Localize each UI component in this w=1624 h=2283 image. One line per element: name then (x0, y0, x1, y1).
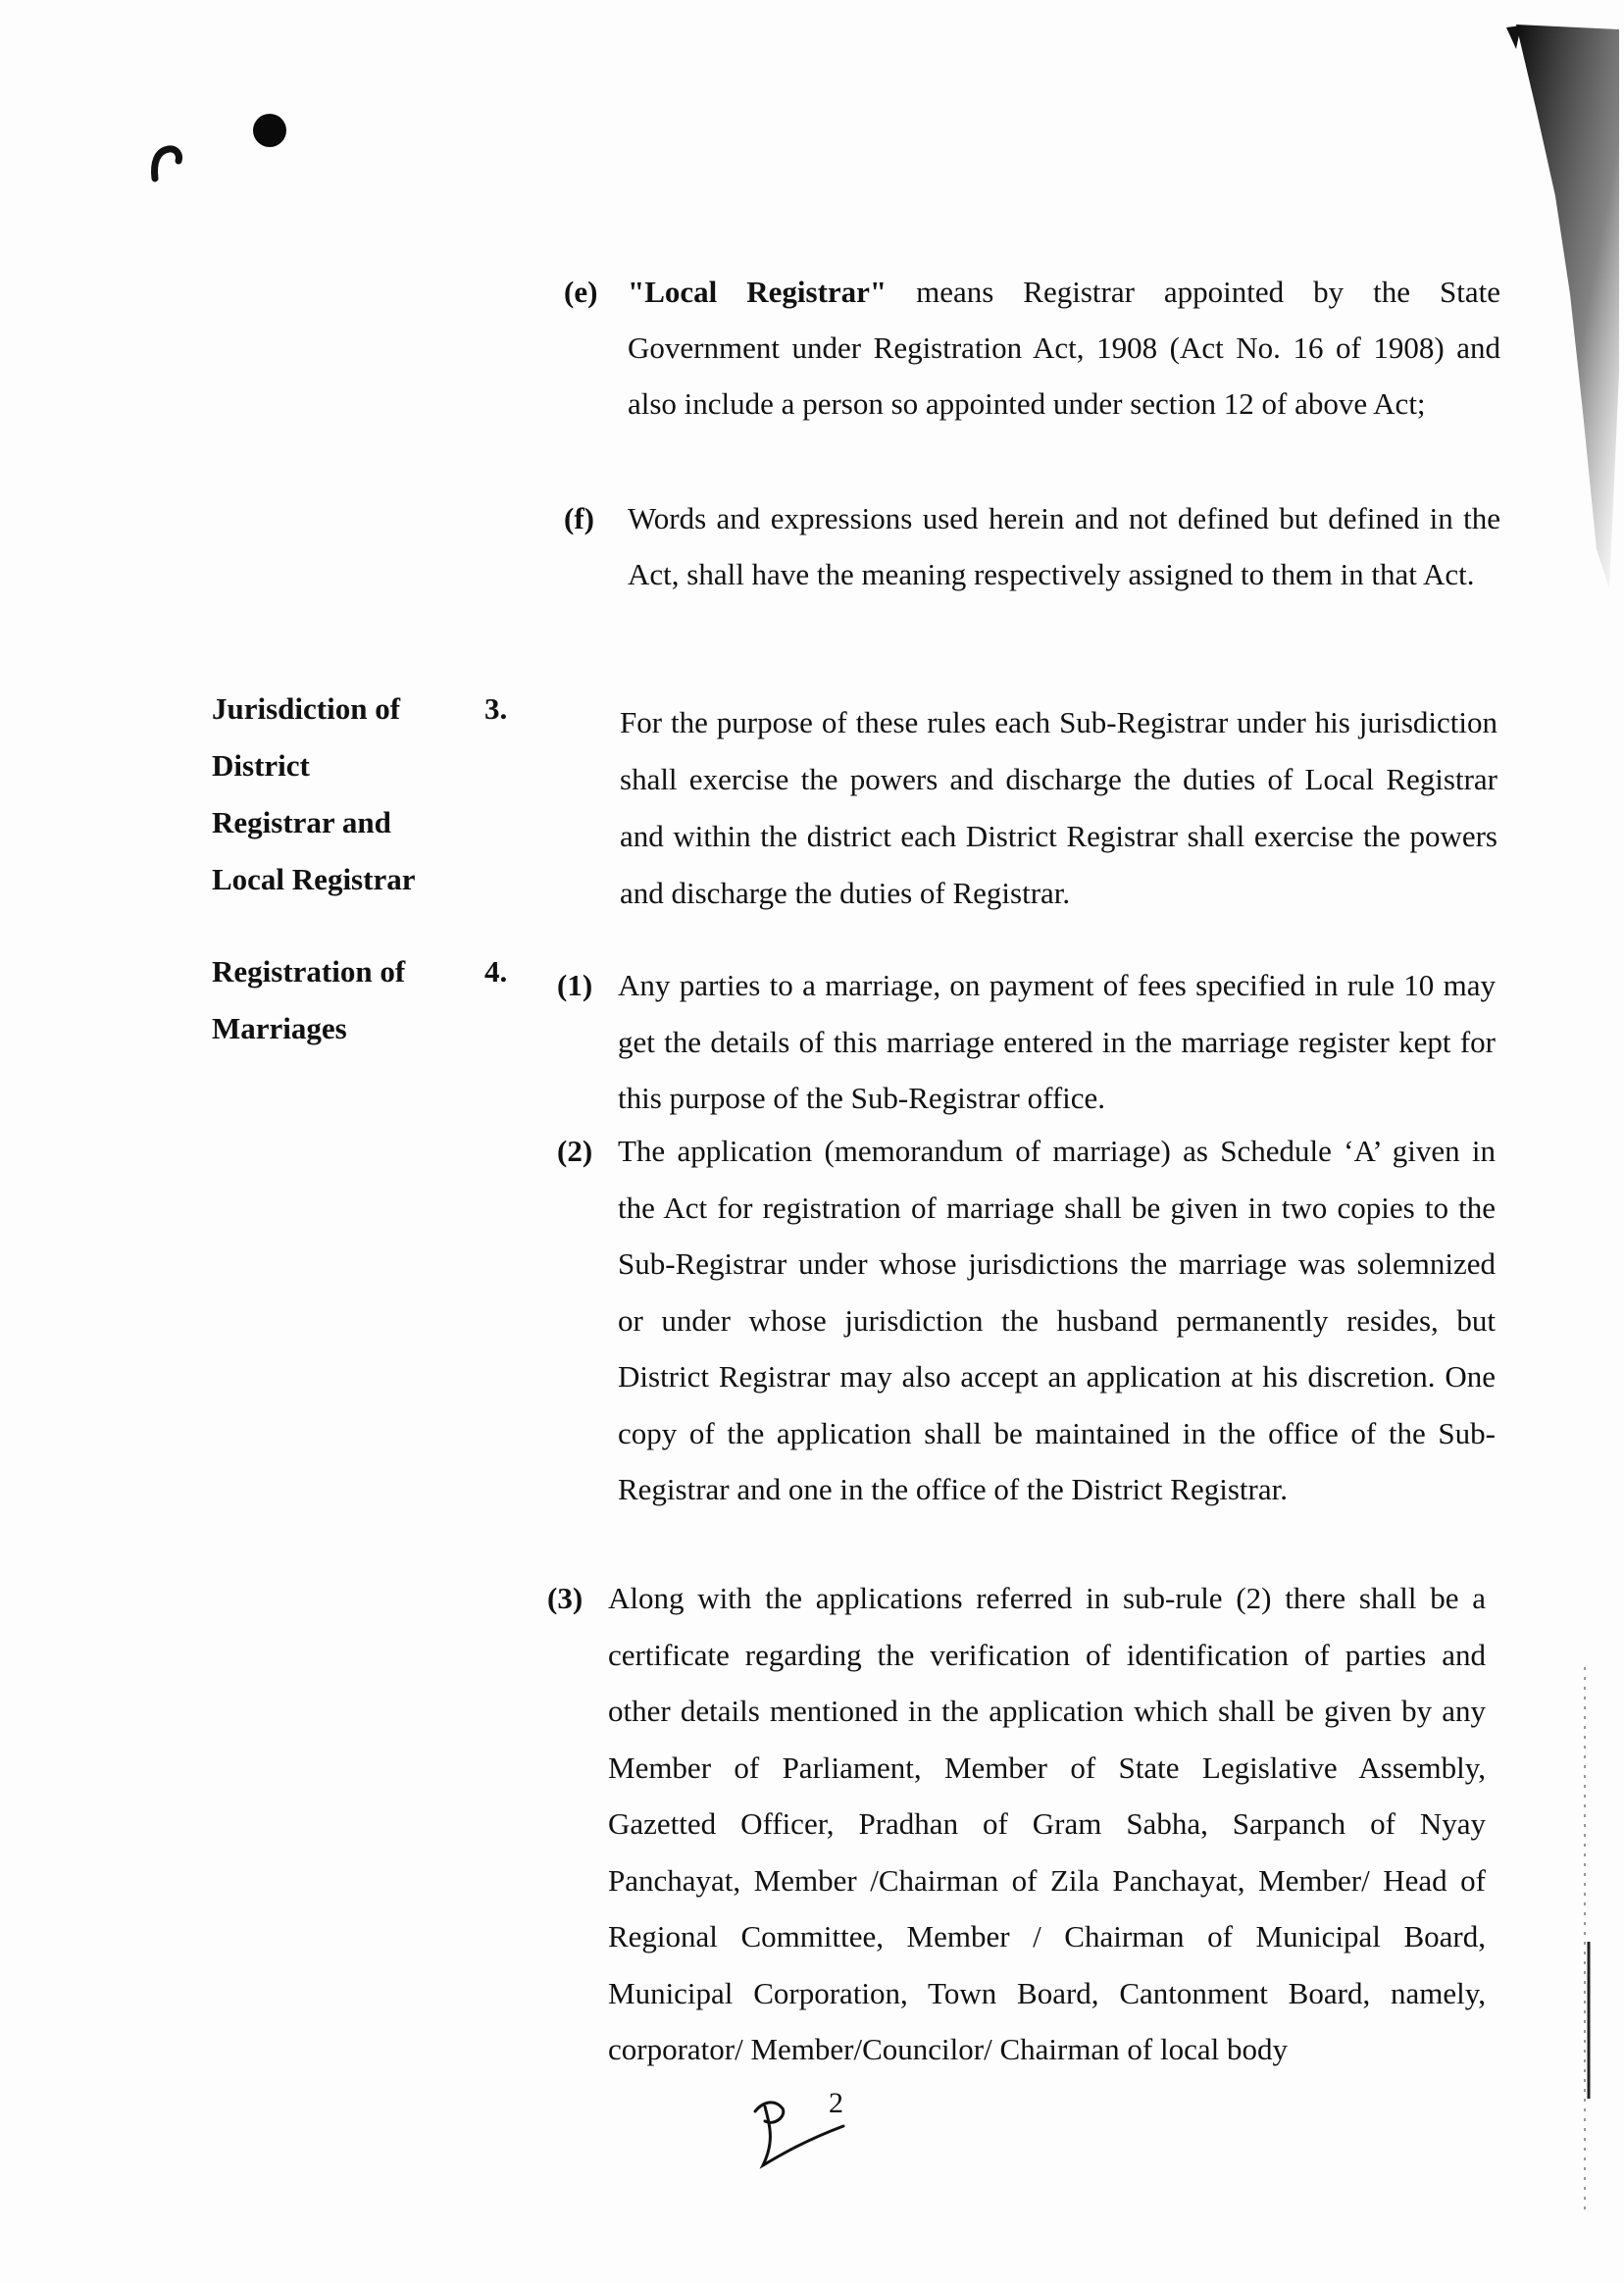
scan-ink-dot (253, 114, 286, 147)
page-number: 2 (829, 2087, 843, 2119)
rule-3-text: For the purpose of these rules each Sub-Registrar under his jurisdiction shall exercise the powers and discharge the duties of Local Registrar and within the district each District Registrar shall exercise the powers and discharge the duties of Registrar. (620, 705, 1497, 910)
subrule-text: Along with the applications referred in sub-rule (2) there shall be a certificate regarding the verification of identification of parties and other details mentioned in the application which shall be given by any Member of Parliament, Member of State Legislative Assembly, Gazetted Officer, Pradhan of Gram Sabha, Sarpanch of Nyay Panchayat, Member /Chairman of Zila Panchayat, Member/ Head of Regional Committee, Member / Chairman of Municipal Board, Municipal Corporation, Town Board, Cantonment Board, namely, corporator/ Member/Councilor/ Chairman of local body (608, 1581, 1486, 2066)
scan-edge-specks (1575, 1667, 1595, 2216)
rule-number: 3. (484, 691, 508, 726)
definition-term: "Local Registrar" (628, 275, 888, 309)
side-heading-line: Registration of (212, 954, 406, 989)
definition-text (628, 490, 1500, 602)
subrule-text: Any parties to a marriage, on payment of fees specified in rule 10 may get the details of this marriage entered in the marriage register kept for this purpose of the Sub-Registrar office. (618, 968, 1496, 1115)
subrule-text: The application (memorandum of marriage) as Schedule ‘A’ given in the Act for registration of marriage shall be given in two copies to the Sub-Registrar under whose jurisdictions the marriage was solemnized or under whose jurisdiction the husband permanently resides, but District Registrar may also accept an application at his discretion. One copy of the application shall be maintained in the office of the Sub-Registrar and one in the office of the District Registrar. (618, 1134, 1496, 1506)
definition-body: means Registrar appointed by the State Government under Registration Act, 1908 (Act No. 16 of 1908) and also include a person so appointed under section 12 of above Act; (628, 275, 1500, 421)
side-heading-line: District (212, 748, 310, 783)
subrule-label: (2) (557, 1134, 593, 1168)
side-heading-line: Local Registrar (212, 862, 416, 896)
definition-label: (e) (564, 275, 598, 309)
side-heading-line: Jurisdiction of (212, 691, 401, 726)
side-heading-line: Registrar and (212, 805, 391, 839)
side-heading-jurisdiction (212, 681, 457, 908)
definition-body: Words and expressions used herein and not defined but defined in the Act, shall have the meaning respectively assigned to them in that Act. (628, 501, 1500, 591)
subrule-label: (3) (547, 1581, 584, 1615)
rule-number: 4. (484, 954, 508, 989)
handwritten-signature (736, 2087, 873, 2175)
definition-label: (f) (564, 501, 594, 535)
side-heading-registration (212, 943, 457, 1057)
side-heading-line: Marriages (212, 1011, 347, 1045)
definition-text (628, 264, 1500, 431)
subrule-label: (1) (557, 968, 593, 1002)
scan-mark (147, 143, 186, 182)
